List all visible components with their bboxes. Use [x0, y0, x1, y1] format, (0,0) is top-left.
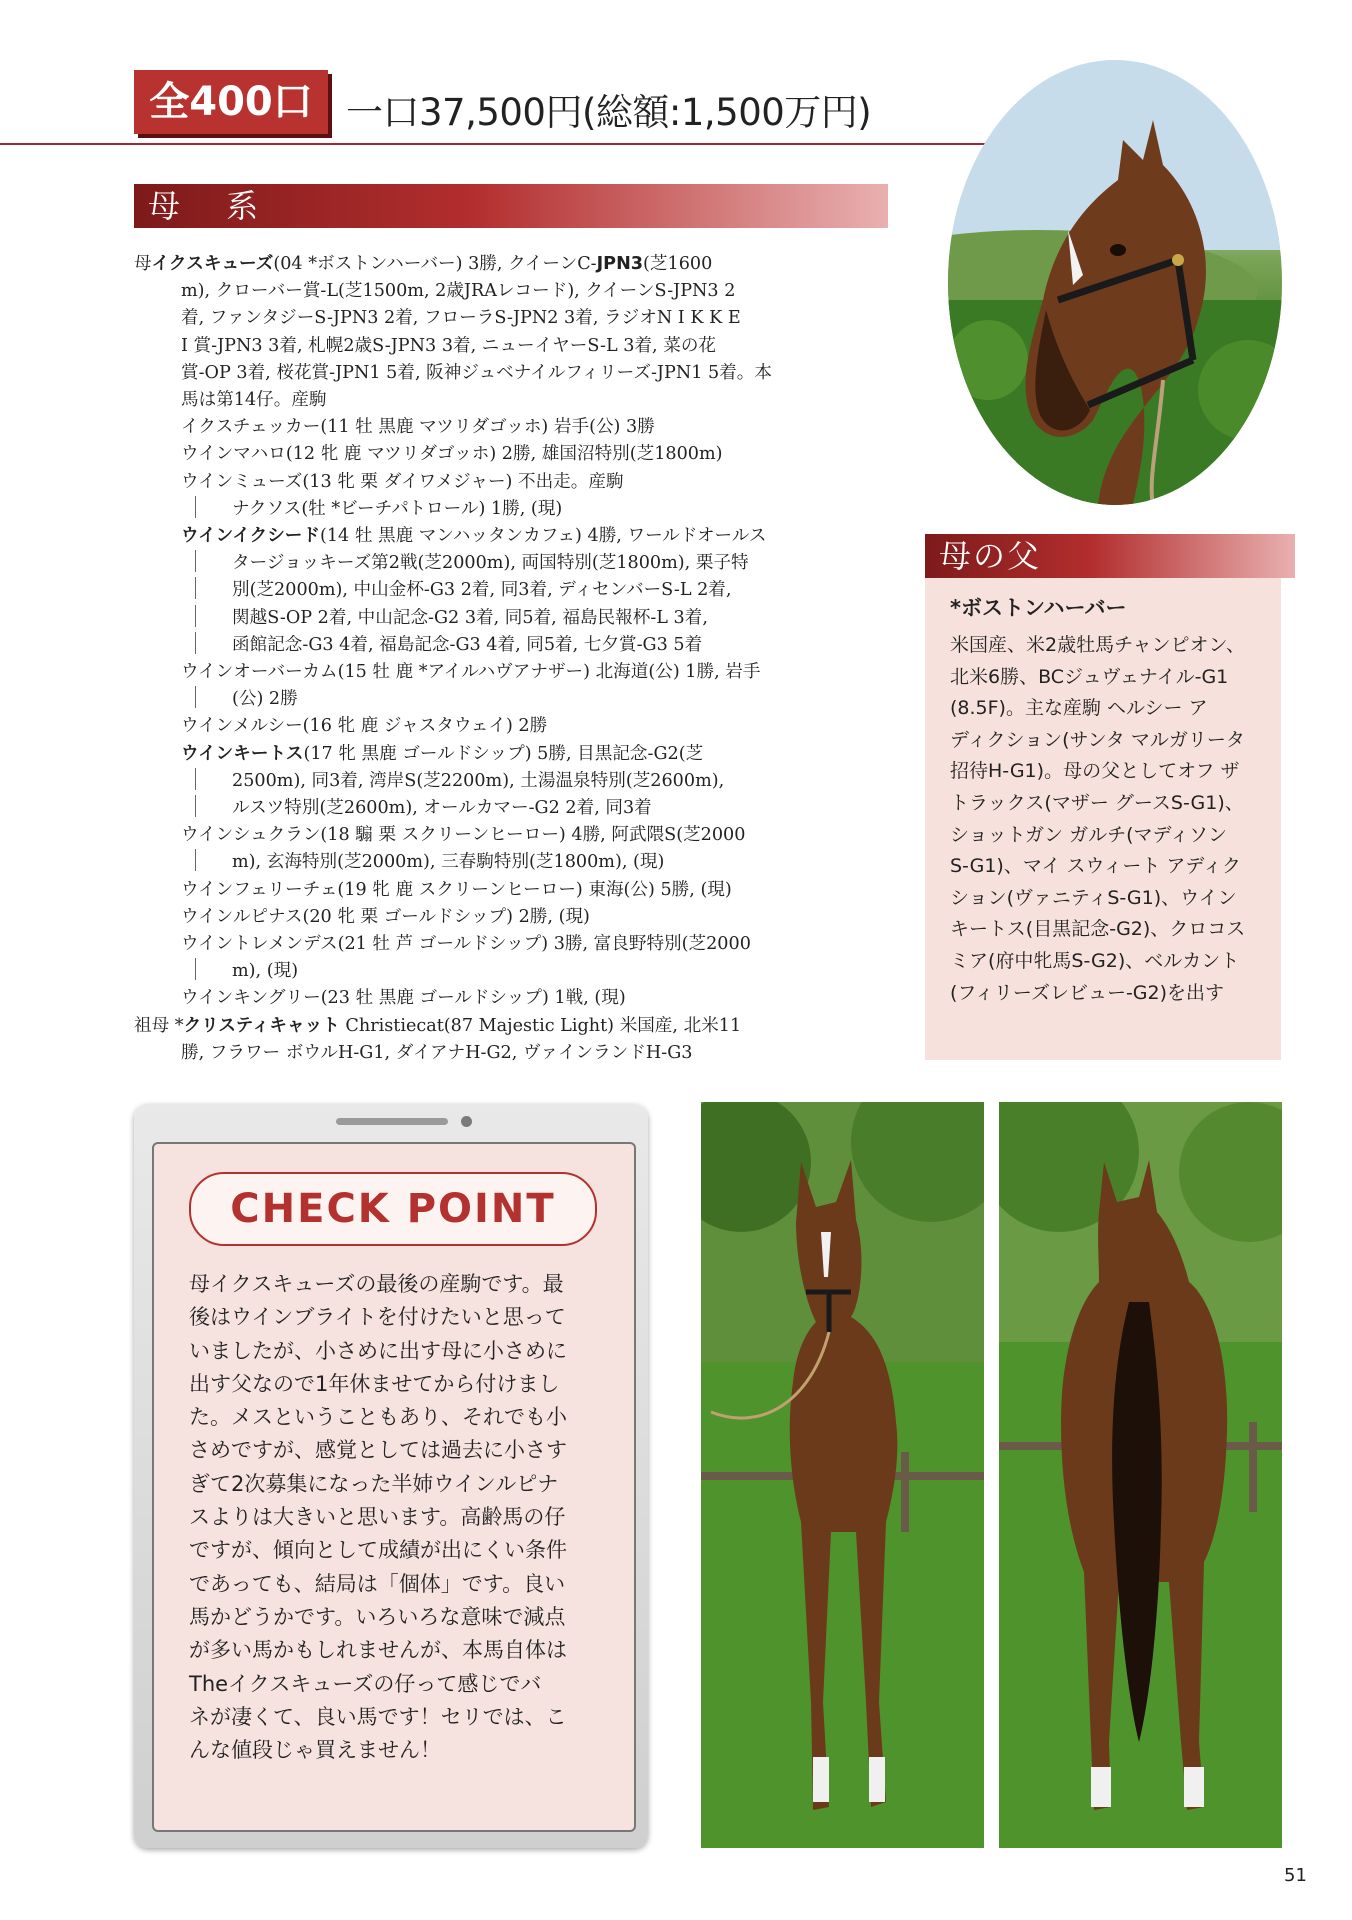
mothers-father-name: *ボストンハーバー [950, 596, 1127, 620]
pedigree-line: ウインルピナス(20 牝 栗 ゴールドシップ) 2勝, (現) [181, 906, 590, 927]
cp-line: であっても、結局は「個体」です。良い [189, 1571, 566, 1596]
pedigree-line [134, 849, 874, 876]
pedigree-line [134, 577, 874, 604]
pedigree-line [134, 523, 874, 550]
check-point-title: CHECK POINT [189, 1172, 597, 1246]
tablet-speaker-slot [336, 1118, 448, 1125]
pedigree-line [134, 605, 874, 632]
granddam-name: クリスティキャット [183, 1015, 340, 1036]
dam-name: イクスキューズ [151, 254, 274, 274]
pedigree-line: ウインキングリー(23 牡 黒鹿 ゴールドシップ) 1戦, (現) [181, 988, 626, 1009]
price-heading: 一口37,500円(総額:1,500万円) [346, 91, 872, 134]
total-units-badge: 全400口 [134, 70, 328, 134]
header-rule [0, 143, 990, 145]
pedigree-line: ウインマハロ(12 牝 鹿 マツリダゴッホ) 2勝, 雄国沼特別(芝1800m) [181, 444, 723, 465]
label-granddam: 祖母 * [134, 1015, 184, 1036]
pedigree-line: ウインフェリーチェ(19 牝 鹿 スクリーンヒーロー) 東海(公) 5勝, (現) [181, 879, 732, 900]
tree-connector [195, 768, 196, 790]
pedigree-line [134, 251, 874, 278]
sibling-name: ウインイクシード [181, 526, 320, 547]
pedigree-line: ウインオーバーカム(15 牡 鹿 *アイルハヴアナザー) 北海道(公) 1勝, 岩手 [181, 662, 761, 683]
text: (14 牡 黒鹿 マンハッタンカフェ) 4勝, ワールドオールス [320, 526, 767, 547]
mf-line: ミア(府中牝馬S-G2)、ベルカント [950, 949, 1240, 972]
horse-head-photo [948, 60, 1282, 505]
section-bar-mothers-father: 母の父 [925, 534, 1295, 578]
cp-line: が多い馬かもしれませんが、本馬自体は [189, 1638, 567, 1663]
pedigree-line: イクスチェッカー(11 牡 黒鹿 マツリダゴッホ) 岩手(公) 3勝 [181, 417, 655, 438]
mf-line: ション(ヴァニティS-G1)、ウイン [950, 886, 1237, 909]
cp-line: んな値段じゃ買えません！ [189, 1738, 441, 1763]
mf-line: 招待H-G1)。母の父としてオフ ザ [950, 760, 1240, 783]
cp-line: スよりは大きいと思います。高齢馬の仔 [189, 1505, 566, 1530]
horse-head-illustration [948, 60, 1282, 505]
tree-connector [195, 632, 196, 654]
text: Christiecat(87 Majestic Light) 米国産, 北米11 [339, 1015, 742, 1036]
pedigree-line [134, 768, 874, 795]
horse-rear-illustration [999, 1102, 1282, 1848]
pedigree-line [134, 1013, 874, 1040]
horse-front-photo [701, 1102, 984, 1848]
cp-line: ぎて2次募集になった半姉ウインルピナ [189, 1471, 559, 1496]
mf-line: 北米6勝、BCジュヴェナイル-G1 [950, 665, 1229, 688]
cp-line: 母イクスキューズの最後の産駒です。最 [189, 1272, 564, 1296]
text: (公) 2勝 [232, 689, 298, 710]
section-bar-mother-line: 母 系 [134, 184, 888, 228]
text: 函館記念-G3 4着, 福島記念-G3 4着, 同5着, 七夕賞-G3 5着 [232, 634, 703, 655]
pedigree-line: 馬は第14仔。産駒 [181, 390, 327, 411]
pedigree-line [134, 741, 874, 768]
tablet-camera-dot [461, 1116, 472, 1127]
pedigree-line: 勝, フラワー ボウルH-G1, ダイアナH-G2, ヴァインランドH-G3 [181, 1042, 693, 1063]
text: 別(芝2000m), 中山金杯-G3 2着, 同3着, ディセンバーS-L 2着, [232, 580, 732, 601]
text: 関越S-OP 2着, 中山記念-G2 3着, 同5着, 福島民報杯-L 3着, [232, 607, 708, 628]
pedigree-line: m), クローバー賞-L(芝1500m, 2歳JRAレコード), クイーンS-JPN3 2 [181, 281, 736, 302]
pedigree-line: 着, ファンタジーS-JPN3 2着, フローラS-JPN2 3着, ラジオN I K K E [181, 308, 741, 329]
mf-line: S-G1)、マイ スウィート アディク [950, 855, 1241, 878]
mf-line: (フィリーズレビュー-G2)を出す [950, 981, 1225, 1004]
pedigree-line: ウイントレメンデス(21 牡 芦 ゴールドシップ) 3勝, 富良野特別(芝2000 [181, 934, 751, 955]
text: (17 牝 黒鹿 ゴールドシップ) 5勝, 目黒記念-G2(芝 [303, 743, 704, 764]
pedigree-line [134, 795, 874, 822]
pedigree-line: ウインメルシー(16 牝 鹿 ジャスタウェイ) 2勝 [181, 716, 548, 737]
tree-connector [195, 605, 196, 627]
text: ルスツ特別(芝2600m), オールカマー-G2 2着, 同3着 [232, 798, 652, 819]
pedigree-line [134, 686, 874, 713]
tree-connector [195, 958, 196, 980]
pedigree-line [134, 496, 874, 523]
cp-line: さめですが、感覚としては過去に小さす [189, 1438, 567, 1463]
cp-line: ですが、傾向として成績が出にくい条件 [189, 1538, 567, 1563]
cp-line: 出す父なので1年休ませてから付けまし [189, 1371, 560, 1396]
text: (芝1600 [643, 254, 713, 274]
check-point-comment [189, 1268, 609, 1767]
tree-connector [195, 795, 196, 817]
tree-connector [195, 686, 196, 708]
text: m), (現) [232, 961, 299, 982]
mf-line: 米国産、米2歳牡馬チャンピオン、 [950, 634, 1245, 656]
sibling-name: ウインキートス [181, 743, 304, 764]
pedigree-line [134, 550, 874, 577]
pedigree-text [134, 251, 874, 1067]
text: 2500m), 同3着, 湾岸S(芝2200m), 土湯温泉特別(芝2600m), [232, 770, 725, 791]
text: m), 玄海特別(芝2000m), 三春駒特別(芝1800m), (現) [232, 852, 665, 873]
mf-line: (8.5F)。主な産駒 ヘルシー ア [950, 697, 1208, 720]
pedigree-line [134, 958, 874, 985]
mf-line: ディクション(サンタ マルガリータ [950, 728, 1245, 751]
pedigree-line: I 賞-JPN3 3着, 札幌2歳S-JPN3 3着, ニューイヤーS-L 3着, 菜の花 [181, 335, 717, 356]
pedigree-line: ウインミューズ(13 牝 栗 ダイワメジャー) 不出走。産駒 [181, 471, 624, 492]
horse-rear-photo [999, 1102, 1282, 1848]
text: (04 *ボストンハーバー) 3勝, クイーンC- [273, 254, 597, 274]
horse-front-illustration [701, 1102, 984, 1848]
mf-line: ショットガン ガルチ(マディソン [950, 823, 1227, 846]
mf-line: キートス(目黒記念-G2)、クロコス [950, 918, 1246, 941]
page-number: 51 [1284, 1865, 1307, 1886]
text: ナクソス(牡 *ビーチパトロール) 1勝, (現) [232, 498, 563, 519]
text: タージョッキーズ第2戦(芝2000m), 両国特別(芝1800m), 栗子特 [232, 553, 749, 574]
mothers-father-description [950, 630, 1270, 1009]
tree-connector [195, 496, 196, 518]
cp-line: いましたが、小さめに出す母に小さめに [189, 1338, 567, 1363]
cp-line: ネが凄くて、良い馬です！セリでは、こ [189, 1704, 567, 1729]
cp-line: Theイクスキューズの仔って感じでバ [189, 1671, 542, 1696]
pedigree-line: ウインシュクラン(18 騸 栗 スクリーンヒーロー) 4勝, 阿武隈S(芝2000 [181, 825, 746, 846]
label-dam: 母 [134, 254, 152, 274]
tree-connector [195, 849, 196, 871]
tree-connector [195, 550, 196, 572]
cp-line: 後はウインブライトを付けたいと思って [189, 1305, 566, 1330]
pedigree-line [134, 632, 874, 659]
pedigree-line: 賞-OP 3着, 桜花賞-JPN1 5着, 阪神ジュベナイルフィリーズ-JPN1 5着。本 [181, 362, 772, 383]
tree-connector [195, 577, 196, 599]
cp-line: た。メスということもあり、それでも小 [189, 1405, 567, 1430]
cp-line: 馬かどうかです。いろいろな意味で減点 [189, 1604, 566, 1629]
mf-line: トラックス(マザー グースS-G1)、 [950, 791, 1244, 814]
grade: JPN3 [596, 254, 644, 274]
